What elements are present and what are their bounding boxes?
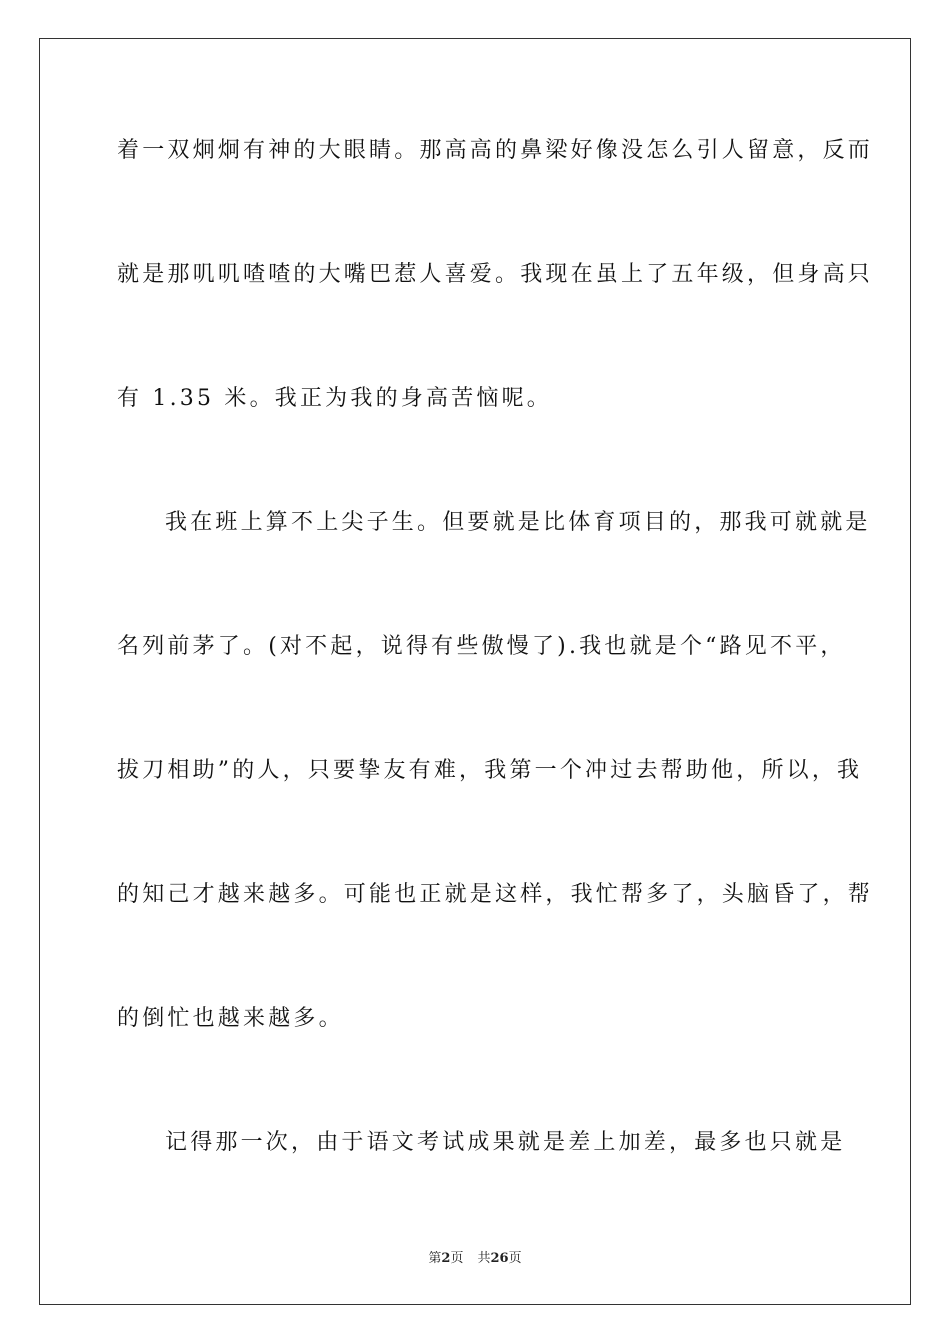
text-line: 的知己才越来越多。可能也正就是这样，我忙帮多了，头脑昏了，帮 bbox=[117, 882, 874, 907]
text-line: 拔刀相助”的人，只要挚友有难，我第一个冲过去帮助他，所以，我 bbox=[117, 758, 863, 783]
total-suffix: 页 bbox=[508, 1251, 522, 1266]
page-footer bbox=[0, 1247, 950, 1266]
text-line: 名列前茅了。(对不起，说得有些傲慢了).我也就是个“路见不平， bbox=[117, 634, 846, 659]
total-prefix: 共 bbox=[477, 1251, 491, 1266]
text-line: 记得那一次，由于语文考试成果就是差上加差，最多也只就是 bbox=[165, 1130, 846, 1155]
page-suffix: 页 bbox=[450, 1251, 464, 1266]
text-line: 着一双炯炯有神的大眼睛。那高高的鼻梁好像没怎么引人留意，反而 bbox=[117, 138, 874, 163]
text-line: 我在班上算不上尖子生。但要就是比体育项目的，那我可就就是 bbox=[165, 510, 871, 535]
text-line: 的倒忙也越来越多。 bbox=[117, 1006, 344, 1031]
page-prefix: 第 bbox=[428, 1251, 442, 1266]
page-number: 2 bbox=[441, 1251, 451, 1266]
total-pages: 26 bbox=[490, 1251, 509, 1266]
page-border bbox=[39, 38, 911, 1305]
text-line: 就是那叽叽喳喳的大嘴巴惹人喜爱。我现在虽上了五年级，但身高只 bbox=[117, 262, 874, 287]
text-line: 有 1.35 米。我正为我的身高苦恼呢。 bbox=[117, 386, 552, 411]
